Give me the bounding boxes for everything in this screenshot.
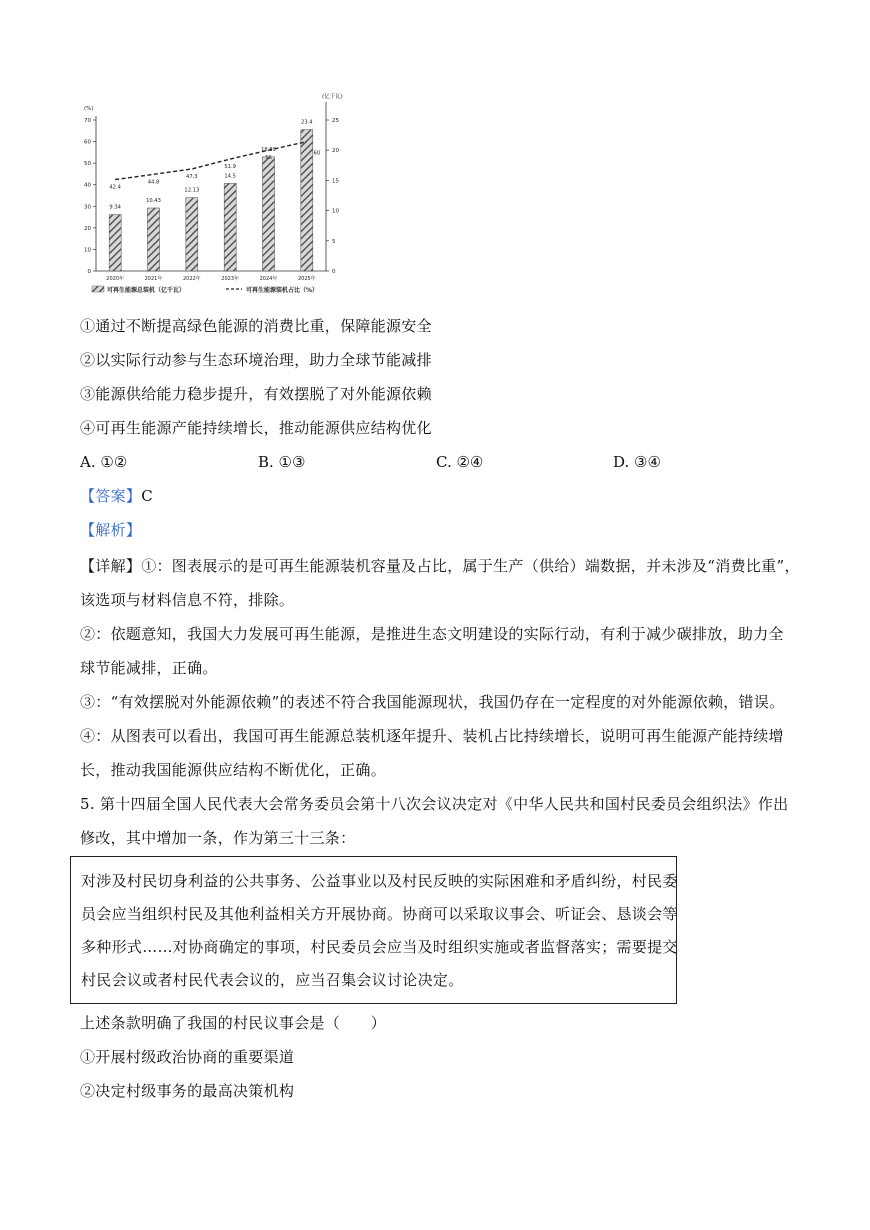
- x-tick-label: 2020年: [106, 276, 125, 282]
- bar-data-label: 23.4: [301, 119, 313, 126]
- detail-line-5: ③：“有效摆脱对外能源依赖”的表述不符合我国能源现状，我国仍存在一定程度的对外能源依赖，错误。: [80, 693, 785, 711]
- share-line-series: [115, 142, 307, 180]
- left-axis-tick-label: 50: [84, 161, 91, 168]
- choice-d: D. ③④: [613, 453, 661, 471]
- right-axis-tick-label: 25: [332, 118, 339, 124]
- bar-data-label: 18.89: [261, 146, 276, 153]
- right-axis-tick-label: 5: [332, 238, 336, 245]
- law-article-line-3: 多种形式……对协商确定的事项，村民委员会应当及时组织实施或者监督落实；需要提交: [81, 938, 678, 956]
- x-tick-label: 2021年: [144, 276, 163, 282]
- answer-tag: 【答案】: [80, 487, 142, 505]
- left-axis-tick-label: 0: [87, 269, 91, 275]
- law-article-box: [70, 856, 677, 1004]
- bar: [186, 198, 198, 271]
- law-article-line-1: 对涉及村民切身利益的公共事务、公益事业以及村民反映的实际困难和矛盾纠纷，村民委: [81, 872, 678, 890]
- right-axis-tick-label: 10: [332, 208, 339, 215]
- answer-value: C: [141, 487, 153, 505]
- option-statement-4: ④可再生能源产能持续增长，推动能源供应结构优化: [80, 419, 432, 437]
- detail-tag: 【详解】: [80, 557, 142, 575]
- choice-b: B. ①③: [258, 453, 306, 471]
- left-axis-tick-label: 10: [84, 247, 91, 254]
- left-axis-tick-label: 40: [84, 182, 91, 189]
- renewable-energy-chart: [76, 88, 366, 300]
- bar: [109, 215, 121, 271]
- left-axis-tick-label: 60: [84, 139, 91, 146]
- question5-option-1: ①开展村级政治协商的重要渠道: [80, 1048, 295, 1066]
- line-data-label: 42.4: [109, 184, 121, 191]
- bar-data-label: 10.43: [146, 198, 161, 205]
- detail-line-6: ④：从图表可以看出，我国可再生能源总装机逐年提升、装机占比持续增长，说明可再生能源产能持续增: [80, 727, 784, 745]
- detail-line-7: 长，推动我国能源供应结构不断优化，正确。: [80, 761, 387, 779]
- left-axis-tick-label: 30: [84, 204, 91, 211]
- question5-line-2: 修改，其中增加一条，作为第三十三条：: [80, 829, 356, 847]
- detail-line-2: 该选项与材料信息不符，排除。: [80, 591, 295, 609]
- bar: [263, 157, 275, 271]
- answer-line: [80, 486, 153, 506]
- bar: [224, 183, 236, 271]
- left-axis-tick-label: 70: [84, 118, 91, 124]
- line-data-label: 44.8: [147, 179, 160, 186]
- detail-line-4: 球节能减排，正确。: [80, 659, 218, 677]
- x-tick-label: 2024年: [259, 276, 278, 282]
- bar: [301, 130, 313, 271]
- left-axis-unit: (%): [84, 106, 94, 112]
- option-statement-2: ②以实际行动参与生态环境治理，助力全球节能减排: [80, 351, 432, 369]
- bar-data-label: 14.5: [224, 173, 236, 180]
- law-article-line-4: 村民会议或者村民代表会议的，应当召集会议讨论决定。: [81, 971, 464, 989]
- line-data-label: 60: [313, 150, 321, 157]
- analysis-tag: 【解析】: [80, 521, 142, 539]
- line-data-label: 51.9: [224, 164, 236, 171]
- right-axis-tick-label: 15: [332, 178, 339, 185]
- choice-a: A. ①②: [80, 453, 128, 471]
- x-tick-label: 2025年: [297, 276, 316, 282]
- legend-line-label: 可再生能源装机占比（%）: [246, 287, 319, 294]
- law-article-line-2: 员会应当组织村民及其他利益相关方开展协商。协商可以采取议事会、听证会、恳谈会等: [81, 905, 678, 923]
- right-axis-tick-label: 0: [332, 269, 336, 275]
- question5-option-2: ②决定村级事务的最高决策机构: [80, 1082, 295, 1100]
- x-tick-label: 2022年: [182, 276, 201, 282]
- detail-text: ①：图表展示的是可再生能源装机容量及占比，属于生产（供给）端数据，并未涉及“消费比重”，: [141, 557, 800, 575]
- right-axis-tick-label: 20: [332, 148, 339, 155]
- legend-bar-swatch: [92, 286, 104, 292]
- right-axis-unit: (亿千瓦): [322, 94, 343, 100]
- option-statement-3: ③能源供给能力稳步提升，有效摆脱了对外能源依赖: [80, 385, 432, 403]
- line-data-label: 56: [265, 155, 272, 162]
- bar-data-label: 12.13: [184, 187, 200, 194]
- detail-line-3: ②：依题意知，我国大力发展可再生能源，是推进生态文明建设的实际行动，有利于减少碳排放，助力全: [80, 625, 784, 643]
- bar-data-label: 9.34: [109, 204, 121, 211]
- option-statement-1: ①通过不断提高绿色能源的消费比重，保障能源安全: [80, 317, 432, 335]
- bar: [148, 208, 160, 271]
- x-tick-label: 2023年: [221, 276, 240, 282]
- left-axis-tick-label: 20: [84, 225, 91, 232]
- choice-c: C. ②④: [436, 453, 484, 471]
- legend-bar-label: 可再生能源总装机（亿千瓦）: [107, 287, 186, 294]
- question5-line-1: 5. 第十四届全国人民代表大会常务委员会第十八次会议决定对《中华人民共和国村民委员会组织法》作出: [80, 795, 789, 813]
- detail-line-1: [80, 556, 800, 576]
- question5-stem: 上述条款明确了我国的村民议事会是（ ）: [80, 1014, 387, 1032]
- line-data-label: 47.3: [186, 173, 198, 180]
